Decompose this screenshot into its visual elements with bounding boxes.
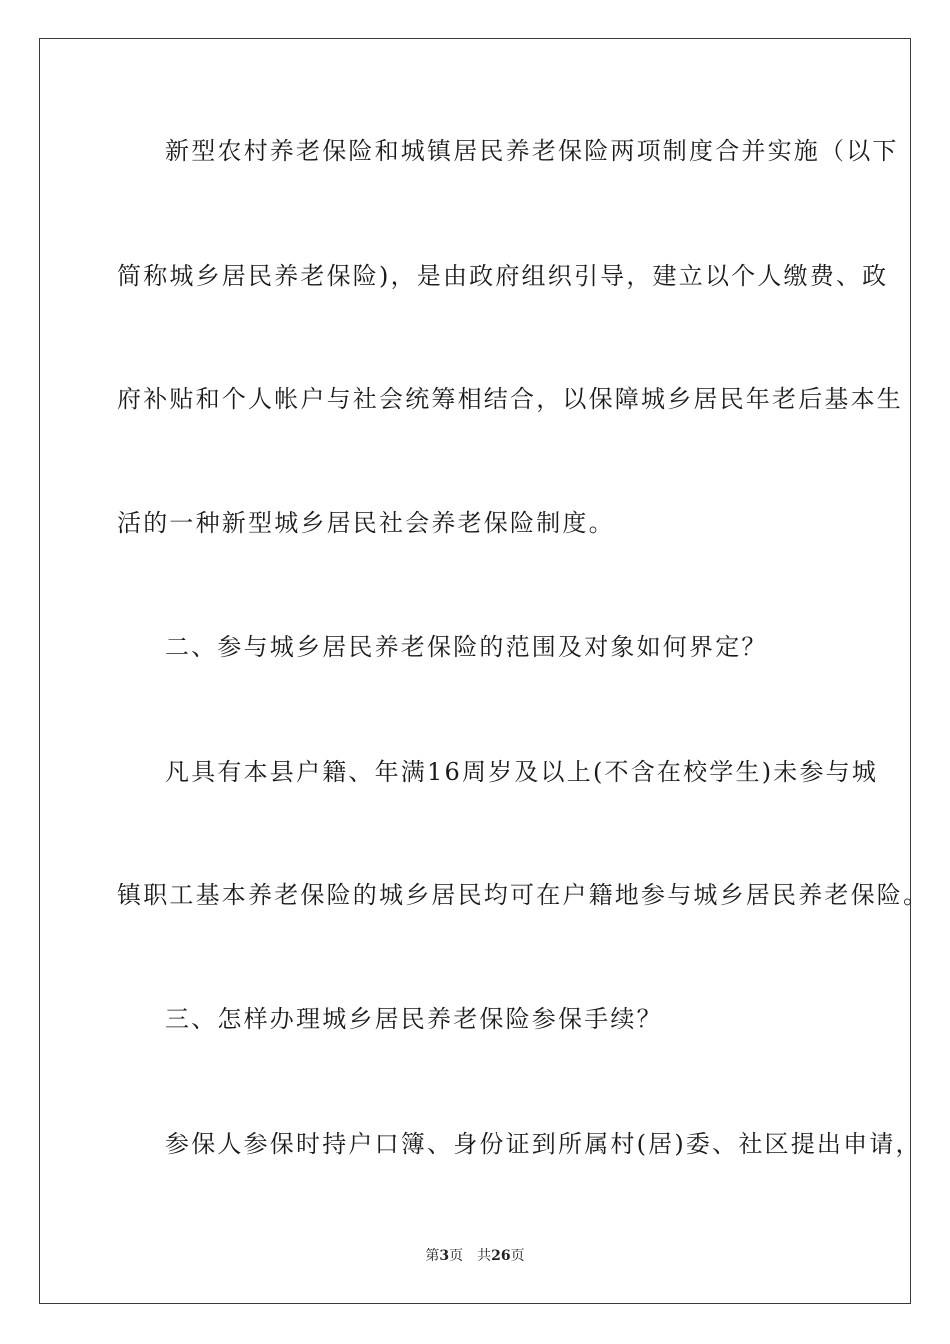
- paragraph-1-line-3: 府补贴和个人帐户与社会统筹相结合，以保障城乡居民年老后基本生: [117, 385, 903, 413]
- footer-total-suffix: 页: [510, 1248, 525, 1264]
- footer-page-suffix: 页: [449, 1248, 464, 1264]
- page-border: [39, 38, 930, 1304]
- paragraph-2-line-2: 镇职工基本养老保险的城乡居民均可在户籍地参与城乡居民养老保险。: [117, 881, 930, 909]
- section-heading-3: 三、怎样办理城乡居民养老保险参保手续？: [165, 1005, 663, 1033]
- footer-page-prefix: 第: [425, 1248, 440, 1264]
- footer-total-prefix: 共: [477, 1248, 492, 1264]
- paragraph-1-line-1: 新型农村养老保险和城镇居民养老保险两项制度合并实施（以下: [165, 137, 899, 165]
- paragraph-1-line-4: 活的一种新型城乡居民社会养老保险制度。: [117, 509, 615, 537]
- paragraph-2-line-1: 凡具有本县户籍、年满16周岁及以上(不含在校学生)未参与城: [165, 758, 879, 786]
- paragraph-1-line-2: 简称城乡居民养老保险)，是由政府组织引导，建立以个人缴费、政: [117, 262, 889, 290]
- footer-total-pages: 26: [491, 1248, 511, 1264]
- page-footer: [0, 1247, 950, 1265]
- section-heading-2: 二、参与城乡居民养老保险的范围及对象如何界定？: [165, 633, 768, 661]
- paragraph-3-line-1: 参保人参保时持户口簿、身份证到所属村(居)委、社区提出申请，: [165, 1130, 922, 1158]
- footer-page-number: 3: [439, 1248, 450, 1264]
